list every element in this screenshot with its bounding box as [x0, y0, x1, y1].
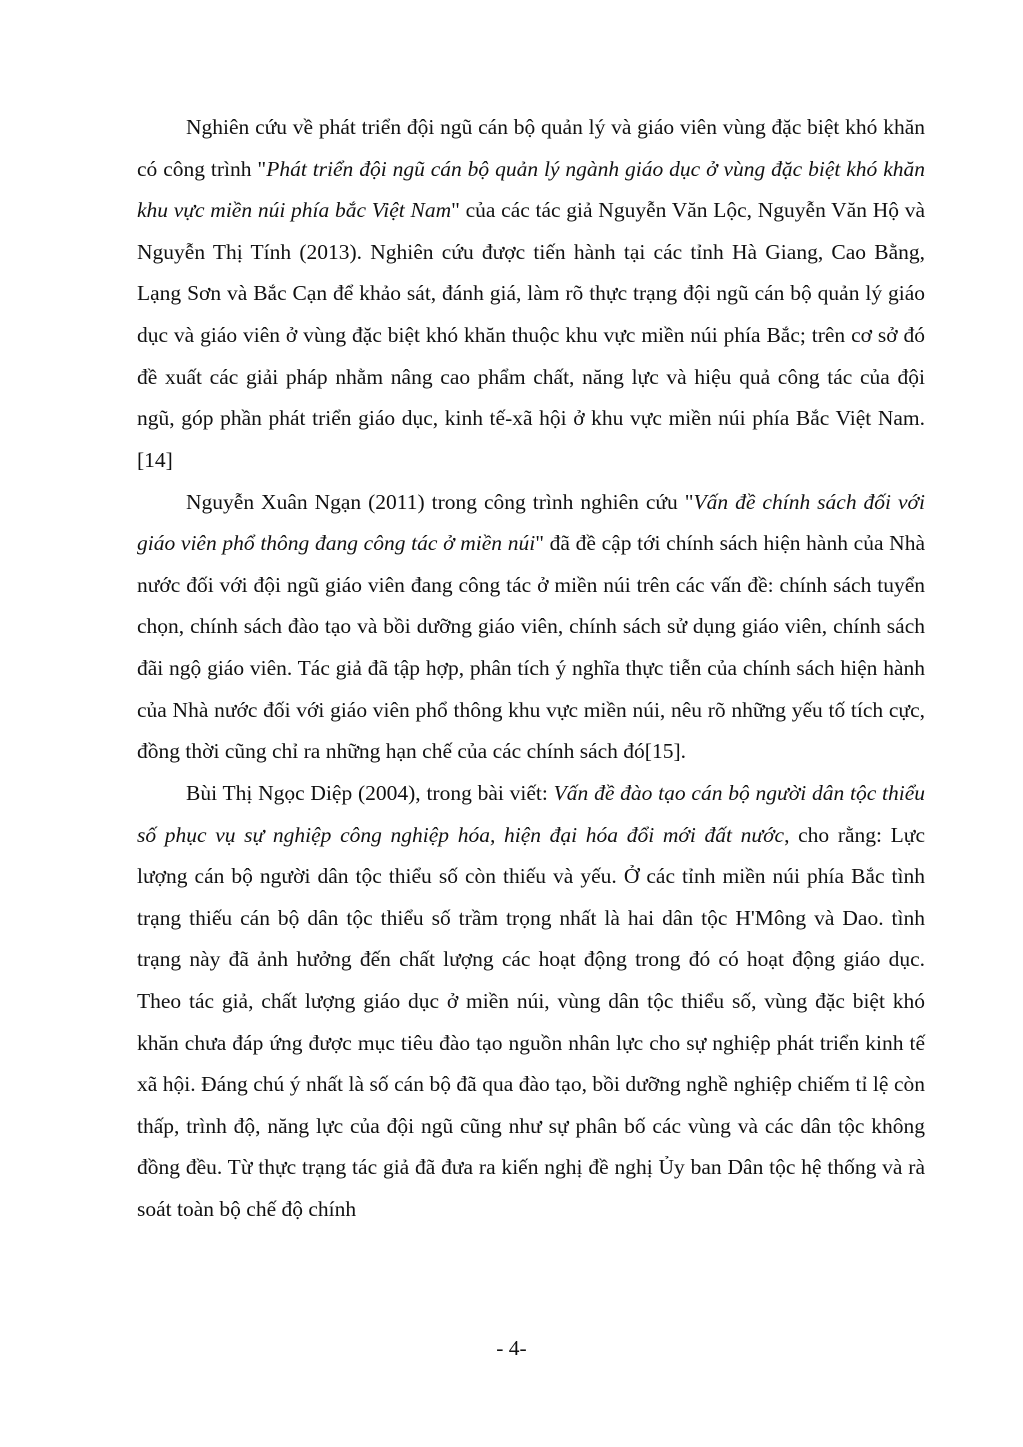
paragraph-3-text-b: , cho rằng: Lực lượng cán bộ người dân tộc thiểu số còn thiếu và yếu. Ở các tỉnh miền núi phía Bắc tình trạng thiếu cán bộ dân tộc thiểu số trầm trọng nhất là hai dân tộc H'Mông và Dao. tình trạng này đã ảnh hưởng đến chất lượng các hoạt động trong đó có hoạt động giáo dục. Theo tác giả, chất lượng giáo dục ở miền núi, vùng dân tộc thiểu số, vùng đặc biệt khó khăn chưa đáp ứng được mục tiêu đào tạo nguồn nhân lực cho sự nghiệp phát triển kinh tế xã hội. Đáng chú ý nhất là số cán bộ đã qua đào tạo, bồi dưỡng nghề nghiệp chiếm tỉ lệ còn thấp, trình độ, năng lực của đội ngũ cũng như sự phân bố các vùng và các dân tộc không đồng đều. Từ thực trạng tác giả đã đưa ra kiến nghị đề nghị Ủy ban Dân tộc hệ thống và rà soát toàn bộ chế độ chính	[137, 822, 925, 1222]
paragraph-3-text-a: Bùi Thị Ngọc Diệp (2004), trong bài viết:	[186, 781, 554, 806]
paragraph-2-text-a: Nguyễn Xuân Ngạn (2011) trong công trình nghiên cứu "	[186, 489, 694, 514]
paragraph-1-work-title: Phát triển đội ngũ cán bộ quản lý ngành giáo dục ở vùng đặc biệt khó khăn khu vực miền núi phía bắc Việt Nam	[137, 156, 926, 223]
paragraph-3	[137, 773, 925, 1231]
paragraph-2-text-b: " đã đề cập tới chính sách hiện hành của Nhà nước đối với đội ngũ giáo viên đang công tác ở miền núi trên các vấn đề: chính sách tuyển chọn, chính sách đào tạo và bồi dưỡng giáo viên, chính sách sử dụng giáo viên, chính sách đãi ngộ giáo viên. Tác giả đã tập hợp, phân tích ý nghĩa thực tiễn của chính sách hiện hành của Nhà nước đối với giáo viên phổ thông khu vực miền núi, nêu rõ những yếu tố tích cực, đồng thời cũng chỉ ra những hạn chế của các chính sách đó[15].	[137, 531, 925, 764]
page-number: - 4-	[496, 1336, 527, 1360]
paragraph-2-work-title: Vấn đề chính sách đối với giáo viên phổ thông đang công tác ở miền núi	[137, 489, 925, 556]
paragraph-3-work-title: Vấn đề đào tạo cán bộ người dân tộc thiểu số phục vụ sự nghiệp công nghiệp hóa, hiện đại hóa đổi mới đất nước	[137, 781, 926, 847]
paragraph-2	[137, 482, 925, 773]
paragraph-1	[137, 107, 925, 481]
paragraph-1-text-a: Nghiên cứu về phát triển đội ngũ cán bộ quản lý và giáo viên vùng đặc biệt khó khăn có công trình "	[137, 115, 925, 181]
paragraph-1-text-b: " của các tác giả Nguyễn Văn Lộc, Nguyễn Văn Hộ và Nguyễn Thị Tính (2013). Nghiên cứu được tiến hành tại các tỉnh Hà Giang, Cao Bằng, Lạng Sơn và Bắc Cạn để khảo sát, đánh giá, làm rõ thực trạng đội ngũ cán bộ quản lý giáo dục và giáo viên ở vùng đặc biệt khó khăn thuộc khu vực miền núi phía Bắc; trên cơ sở đó đề xuất các giải pháp nhằm nâng cao phẩm chất, năng lực và hiệu quả công tác của đội ngũ, góp phần phát triển giáo dục, kinh tế-xã hội ở khu vực miền núi phía Bắc Việt Nam.[14]	[137, 198, 926, 472]
document-body	[137, 107, 925, 1231]
